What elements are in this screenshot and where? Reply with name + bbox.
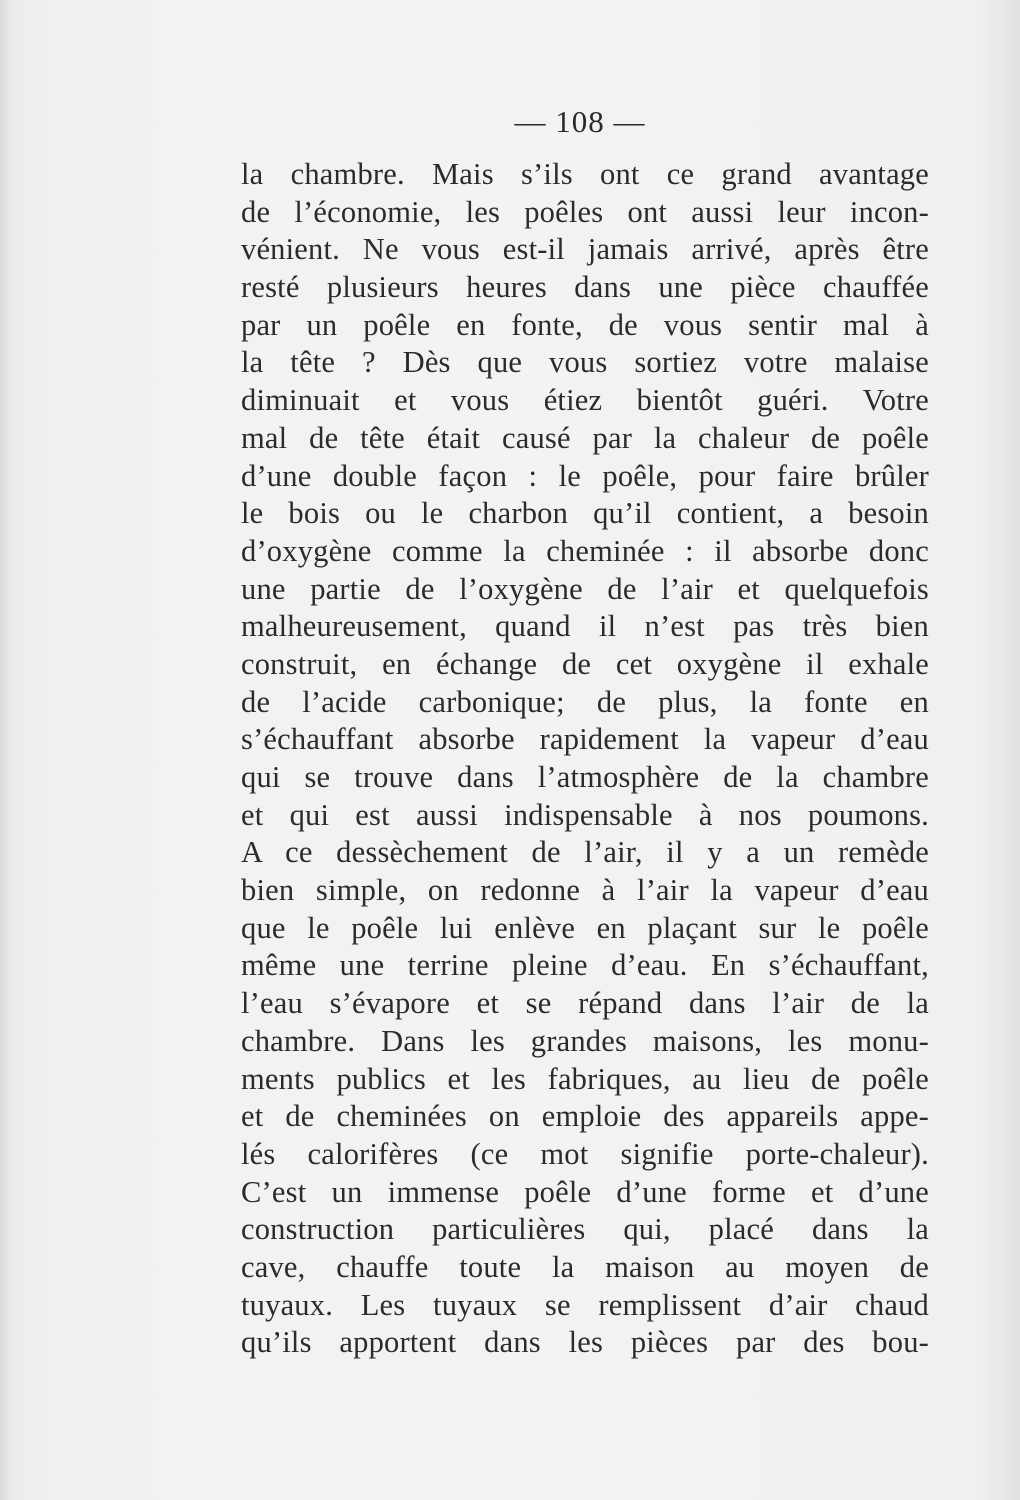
text-line: d’oxygène comme la cheminée : il absorbe donc xyxy=(241,533,929,568)
text-line: vénient. Ne vous est-il jamais arrivé, après être xyxy=(241,232,929,267)
text-line: que le poêle lui enlève en plaçant sur le poêle xyxy=(241,910,929,945)
text-line: de l’acide carbonique; de plus, la fonte en xyxy=(241,684,929,719)
text-line: de l’économie, les poêles ont aussi leur incon- xyxy=(241,194,929,229)
text-line: même une terrine pleine d’eau. En s’échauffant, xyxy=(241,948,929,983)
text-line: qui se trouve dans l’atmosphère de la chambre xyxy=(241,760,929,794)
text-line: mal de tête était causé par la chaleur de poêle xyxy=(241,420,929,455)
text-line: d’une double façon : le poêle, pour faire brûler xyxy=(241,458,929,493)
text-line: et de cheminées on emploie des appareils appe- xyxy=(241,1099,929,1134)
text-line: la chambre. Mais s’ils ont ce grand avantage xyxy=(241,157,929,191)
text-line: s’échauffant absorbe rapidement la vapeur d’eau xyxy=(241,722,929,757)
text-line: ments publics et les fabriques, au lieu de poêle xyxy=(241,1061,929,1096)
text-line: l’eau s’évapore et se répand dans l’air de la xyxy=(241,986,929,1021)
text-line: A ce dessèchement de l’air, il y a un remède xyxy=(241,835,929,870)
text-line: une partie de l’oxygène de l’air et quelquefois xyxy=(241,571,929,606)
text-line: qu’ils apportent dans les pièces par des bou- xyxy=(241,1325,929,1360)
text-line: cave, chauffe toute la maison au moyen de xyxy=(241,1249,929,1284)
text-line: construit, en échange de cet oxygène il exhale xyxy=(241,646,929,681)
page-number: — 108 — xyxy=(514,104,646,139)
text-line: le bois ou le charbon qu’il contient, a besoin xyxy=(241,496,929,531)
body-text xyxy=(241,156,929,1362)
text-line: la tête ? Dès que vous sortiez votre malaise xyxy=(241,345,929,380)
text-line: et qui est aussi indispensable à nos poumons. xyxy=(241,797,929,832)
text-line: diminuait et vous étiez bientôt guéri. Votre xyxy=(241,383,929,418)
text-line: bien simple, on redonne à l’air la vapeur d’eau xyxy=(241,873,929,908)
text-line: construction particulières qui, placé dans la xyxy=(241,1212,929,1247)
text-line: par un poêle en fonte, de vous sentir mal à xyxy=(241,307,929,342)
text-line: chambre. Dans les grandes maisons, les monu- xyxy=(241,1023,929,1058)
text-line: tuyaux. Les tuyaux se remplissent d’air chaud xyxy=(241,1287,929,1322)
text-line: resté plusieurs heures dans une pièce chauffée xyxy=(241,270,929,305)
text-line: malheureusement, quand il n’est pas très bien xyxy=(241,609,929,644)
text-line: lés calorifères (ce mot signifie porte-chaleur). xyxy=(241,1136,929,1171)
text-line: C’est un immense poêle d’une forme et d’une xyxy=(241,1174,929,1209)
